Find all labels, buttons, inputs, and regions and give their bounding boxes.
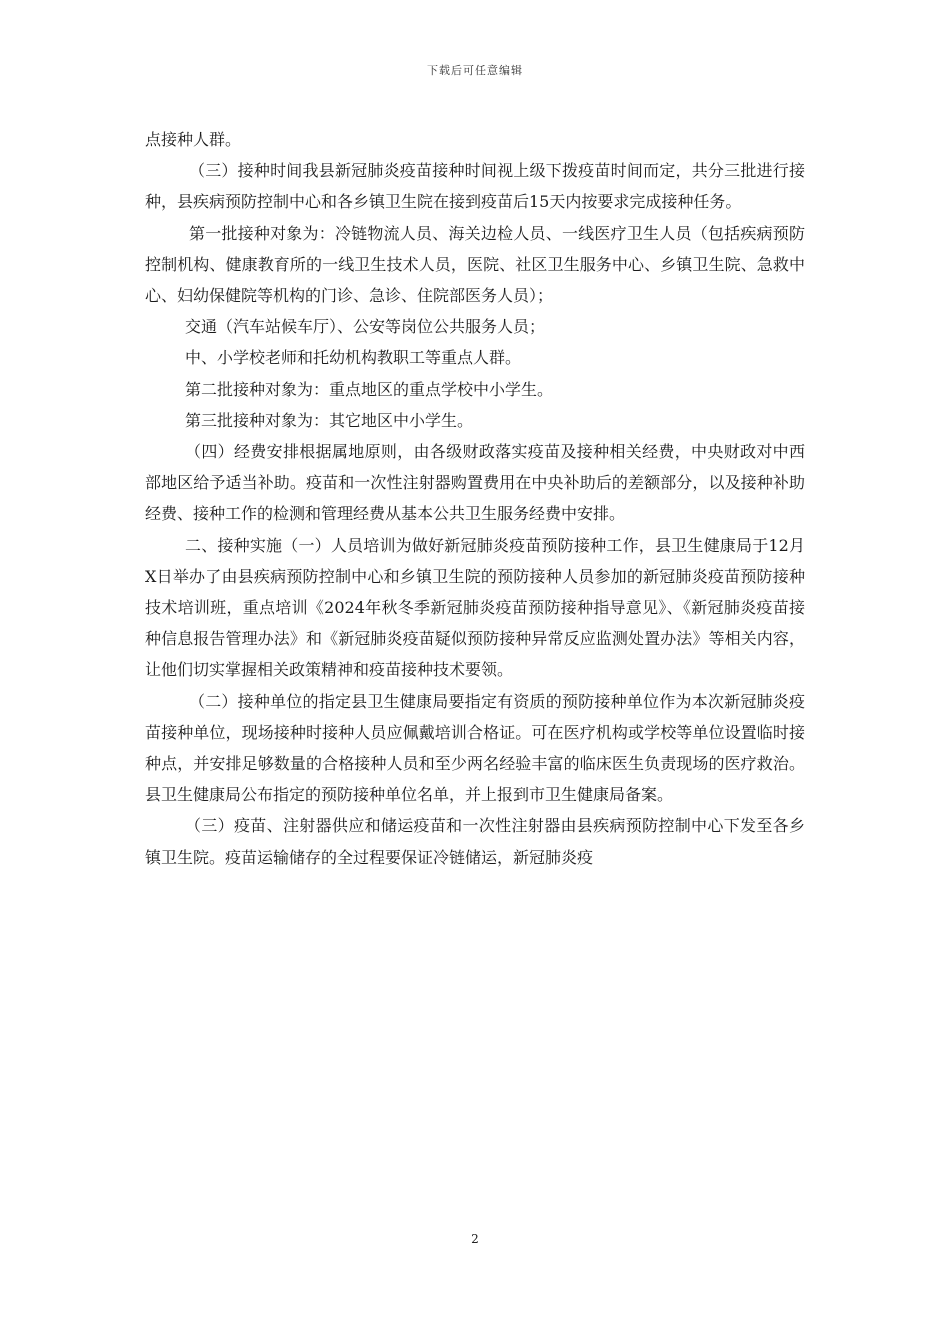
page-number: 2: [471, 1232, 479, 1246]
paragraph-first-batch: 第一批接种对象为：冷链物流人员、海关边检人员、一线医疗卫生人员（包括疾病预防控制机构、健康教育所的一线卫生技术人员，医院、社区卫生服务中心、乡镇卫生院、急救中心、妇幼保健院等机构的门诊、急诊、住院部医务人员）；: [145, 223, 805, 306]
paragraph-second-batch: 第二批接种对象为：重点地区的重点学校中小学生。: [185, 379, 554, 399]
paragraph-vaccination-unit: （二）接种单位的指定县卫生健康局要指定有资质的预防接种单位作为本次新冠肺炎疫苗接种单位，现场接种时接种人员应佩戴培训合格证。可在医疗机构或学校等单位设置临时接种点，并安排足够数量的合格接种人员和至少两名经验丰富的临床医生负责现场的医疗救治。县卫生健康局公布指定的预防接种单位名单，并上报到市卫生健康局备案。: [145, 691, 805, 805]
paragraph-continuation: 点接种人群。: [145, 130, 242, 149]
paragraph-public-service: 交通（汽车站候车厅）、公安等岗位公共服务人员；: [185, 317, 546, 337]
paragraph-supply-storage: （三）疫苗、注射器供应和储运疫苗和一次性注射器由县疾病预防控制中心下发至各乡镇卫生院。疫苗运输储存的全过程要保证冷链储运，新冠肺炎疫: [145, 816, 805, 867]
page-header: 下载后可任意编辑: [427, 64, 523, 77]
paragraph-vaccination-time: （三）接种时间我县新冠肺炎疫苗接种时间视上级下拨疫苗时间而定，共分三批进行接种，县疾病预防控制中心和各乡镇卫生院在接到疫苗后15天内按要求完成接种任务。: [145, 161, 805, 212]
document-body: [145, 124, 805, 873]
paragraph-training: 二、接种实施（一）人员培训为做好新冠肺炎疫苗预防接种工作，县卫生健康局于12月X日举办了由县疾病预防控制中心和乡镇卫生院的预防接种人员参加的新冠肺炎疫苗预防接种技术培训班，重点培训《2024年秋冬季新冠肺炎疫苗预防接种指导意见》、《新冠肺炎疫苗接种信息报告管理办法》和《新冠肺炎疫苗疑似预防接种异常反应监测处置办法》等相关内容，让他们切实掌握相关政策精神和疫苗接种技术要领。: [145, 535, 805, 680]
paragraph-teachers: 中、小学校老师和托幼机构教职工等重点人群。: [185, 348, 522, 368]
paragraph-third-batch: 第三批接种对象为：其它地区中小学生。: [185, 410, 474, 430]
paragraph-funding: （四）经费安排根据属地原则，由各级财政落实疫苗及接种相关经费，中央财政对中西部地区给予适当补助。疫苗和一次性注射器购置费用在中央补助后的差额部分，以及接种补助经费、接种工作的检测和管理经费从基本公共卫生服务经费中安排。: [145, 442, 805, 524]
